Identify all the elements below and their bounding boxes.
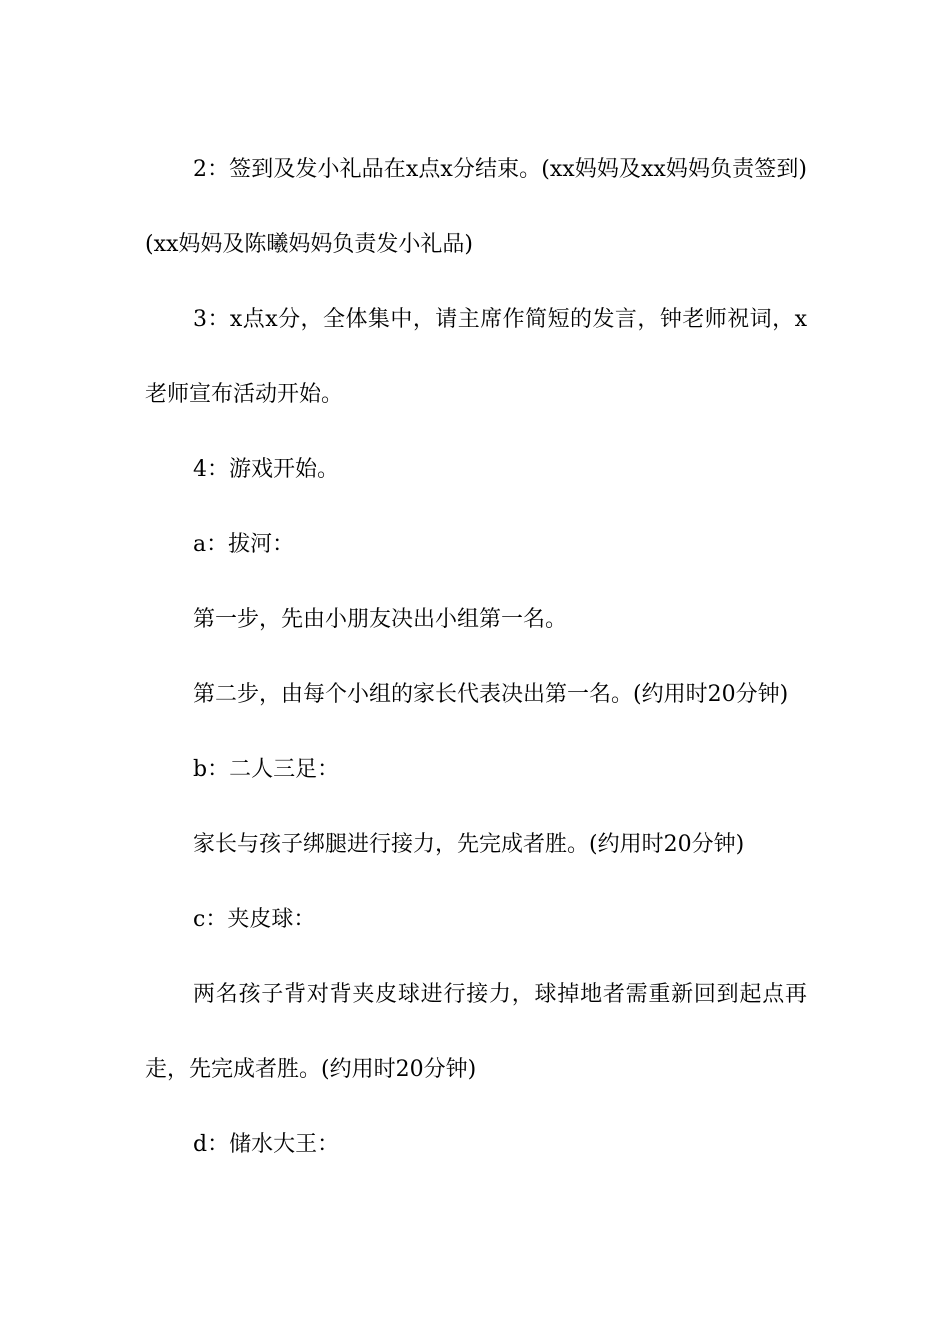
paragraph-tug-of-war-heading: a：拔河： [193, 532, 295, 557]
paragraph-three-legged-desc: 家长与孩子绑腿进行接力，先完成者胜。(约用时20分钟) [193, 832, 745, 857]
paragraph-step-two: 第二步，由每个小组的家长代表决出第一名。(约用时20分钟) [193, 682, 789, 707]
paragraph-step-one: 第一步，先由小朋友决出小组第一名。 [193, 607, 568, 632]
paragraph-ball-heading: c：夹皮球： [193, 907, 316, 932]
paragraph-water-heading: d：储水大王： [193, 1132, 340, 1157]
document-body [145, 132, 807, 1182]
paragraph-games-start: 4：游戏开始。 [193, 457, 339, 482]
paragraph-ball-desc: 两名孩子背对背夹皮球进行接力，球掉地者需重新回到起点再走，先完成者胜。(约用时20分钟) [145, 982, 807, 1082]
paragraph-three-legged-heading: b：二人三足： [193, 757, 340, 782]
paragraph-signin: 2：签到及发小礼品在x点x分结束。(xx妈妈及xx妈妈负责签到)(xx妈妈及陈曦妈妈负责发小礼品) [145, 157, 807, 257]
paragraph-opening: 3：x点x分，全体集中，请主席作简短的发言，钟老师祝词，x老师宣布活动开始。 [145, 307, 807, 407]
